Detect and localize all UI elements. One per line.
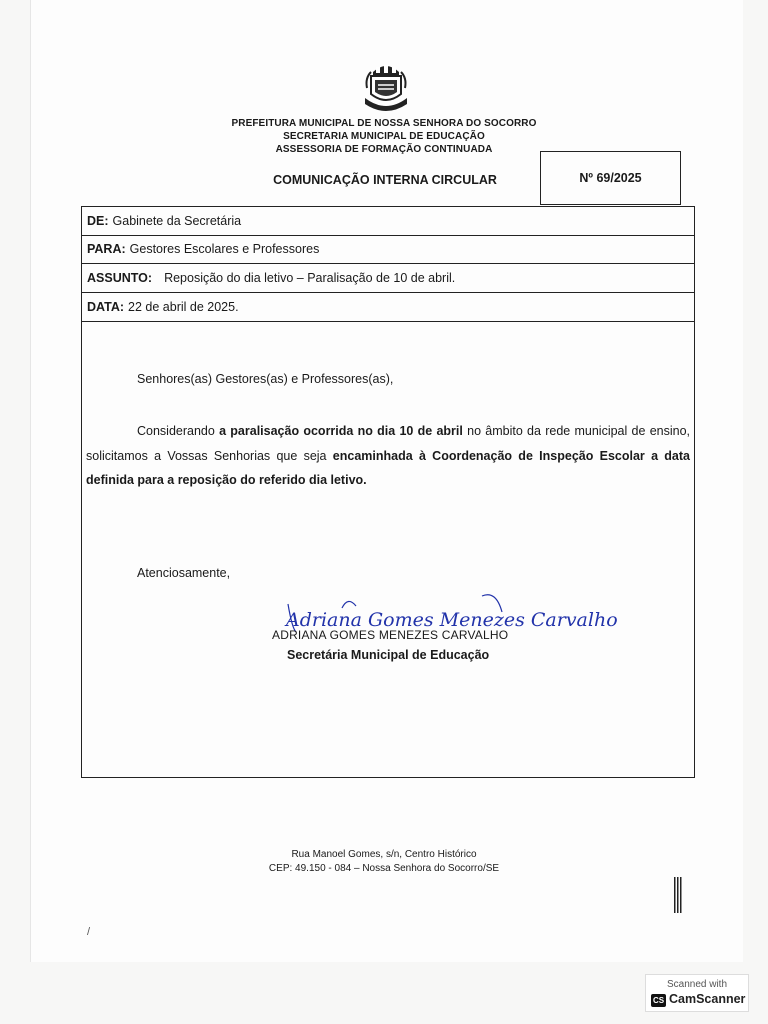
para-bold-2: encaminhada à Coordenação de Inspeção Escolar a data definida para a reposição do referido dia letivo. xyxy=(86,448,690,487)
document-number xyxy=(540,151,681,205)
stray-mark: / xyxy=(87,926,91,938)
field-label-de: DE: xyxy=(87,213,109,228)
header-fields-table xyxy=(81,206,695,322)
footer-cep: CEP: 49.150 - 084 – Nossa Senhora do Socorro/SE xyxy=(268,863,500,874)
field-row-data xyxy=(82,293,694,322)
signature-script: Adriana Gomes Menezes Carvalho xyxy=(286,609,618,631)
field-value-para: Gestores Escolares e Professores xyxy=(129,242,320,257)
header-secretaria: SECRETARIA MUNICIPAL DE EDUCAÇÃO xyxy=(283,131,485,142)
document-title: COMUNICAÇÃO INTERNA CIRCULAR xyxy=(273,173,497,187)
signatory-role: Secretária Municipal de Educação xyxy=(287,648,490,662)
para-text-2: no âmbito da rede municipal de ensino, solicitamos a Vossas Senhorias que seja xyxy=(86,424,690,463)
greeting: Senhores(as) Gestores(as) e Professores(as), xyxy=(137,372,394,386)
field-row-de xyxy=(82,207,694,236)
signatory-name: ADRIANA GOMES MENEZES CARVALHO xyxy=(272,628,509,642)
field-label-para: PARA: xyxy=(87,242,126,257)
municipal-crest-icon xyxy=(363,58,409,114)
binding-marks xyxy=(674,877,682,913)
camscanner-name: CamScanner xyxy=(669,992,746,1006)
field-label-data: DATA: xyxy=(87,299,125,314)
field-value-assunto: Reposição do dia letivo – Paralisação de 10 de abril. xyxy=(164,270,456,285)
para-text-1: Considerando xyxy=(137,424,220,438)
camscanner-logo-icon: CS xyxy=(652,996,665,1005)
camscanner-watermark xyxy=(645,974,749,1012)
field-row-para xyxy=(82,236,694,265)
field-row-assunto xyxy=(82,264,694,293)
letter-body xyxy=(81,320,695,778)
header-assessoria: ASSESSORIA DE FORMAÇÃO CONTINUADA xyxy=(275,144,493,155)
field-value-data: 22 de abril de 2025. xyxy=(128,299,239,314)
body-paragraph xyxy=(86,419,690,493)
field-label-assunto: ASSUNTO: xyxy=(87,270,153,285)
header-prefeitura: PREFEITURA MUNICIPAL DE NOSSA SENHORA DO SOCORRO xyxy=(231,118,537,129)
document-number-text: Nº 69/2025 xyxy=(579,171,642,185)
scanned-with-label: Scanned with xyxy=(666,979,728,990)
closing: Atenciosamente, xyxy=(137,566,231,580)
para-bold-1: a paralisação ocorrida no dia 10 de abril xyxy=(219,424,463,438)
footer-address: Rua Manoel Gomes, s/n, Centro Histórico xyxy=(291,849,477,860)
field-value-de: Gabinete da Secretária xyxy=(112,213,242,228)
